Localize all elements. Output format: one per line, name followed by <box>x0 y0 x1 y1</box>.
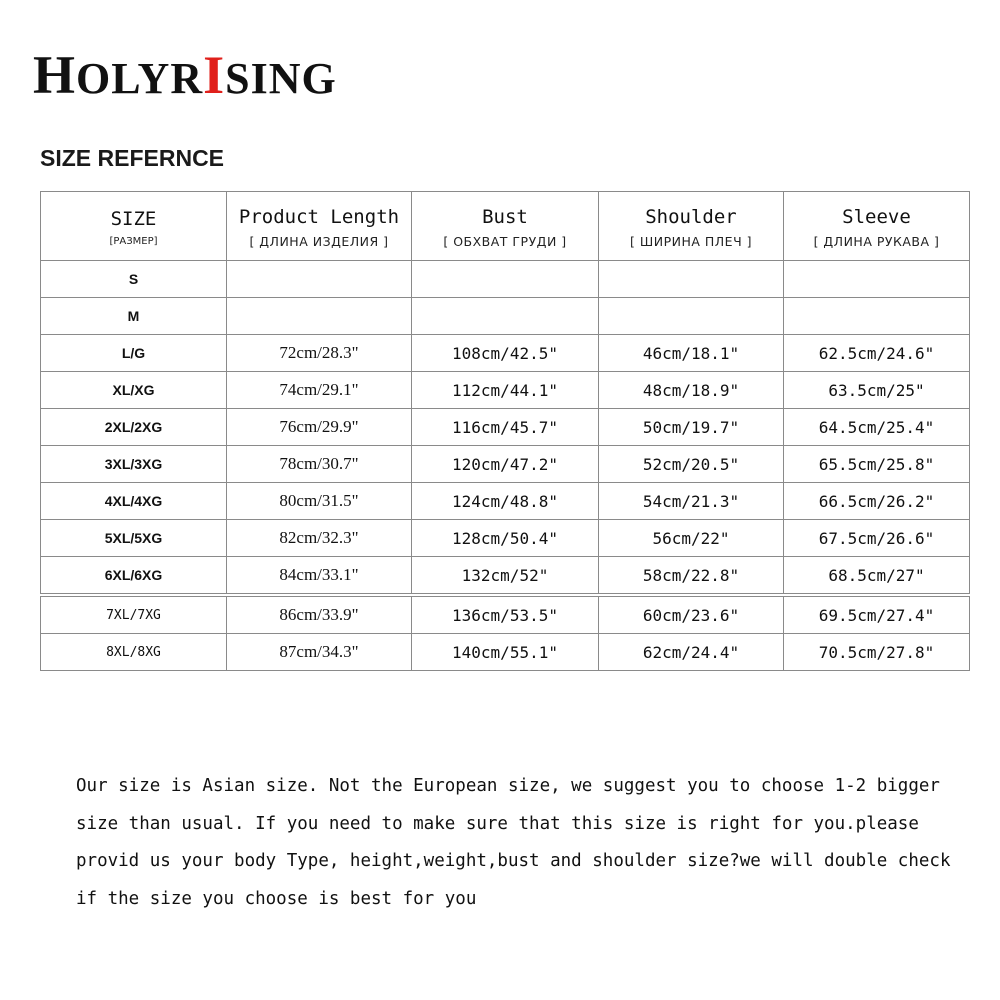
sleeve-cell: 62.5cm/24.6" <box>784 335 970 372</box>
shoulder-cell: 50cm/19.7" <box>599 409 784 446</box>
bust-cell <box>412 261 599 298</box>
header-sub: [ ШИРИНА ПЛЕЧ ] <box>630 233 752 249</box>
shoulder-cell: 54cm/21.3" <box>599 483 784 520</box>
sleeve-cell: 67.5cm/26.6" <box>784 520 970 557</box>
header-main: Product Length <box>238 205 400 228</box>
size-cell: 2XL/2XG <box>41 409 227 446</box>
bust-cell: 132cm/52" <box>412 557 599 596</box>
header-sub: [ ДЛИНА РУКАВА ] <box>813 233 940 249</box>
logo-letter-i: I <box>203 45 226 105</box>
shoulder-cell: 58cm/22.8" <box>599 557 784 596</box>
length-cell: 86cm/33.9" <box>227 595 412 634</box>
size-table <box>40 191 970 671</box>
header-main: Sleeve <box>842 205 911 228</box>
shoulder-cell: 52cm/20.5" <box>599 446 784 483</box>
shoulder-cell: 48cm/18.9" <box>599 372 784 409</box>
table-row <box>41 634 970 671</box>
logo-letter-h: H <box>33 45 77 105</box>
header-sub: [ ДЛИНА ИЗДЕЛИЯ ] <box>249 233 389 249</box>
length-cell: 80cm/31.5" <box>227 483 412 520</box>
size-cell: 7XL/7XG <box>41 595 227 634</box>
table-row <box>41 520 970 557</box>
note-line: if the size you choose is best for you <box>76 888 477 909</box>
length-cell: 72cm/28.3" <box>227 335 412 372</box>
size-cell: L/G <box>41 335 227 372</box>
sleeve-cell <box>784 298 970 335</box>
size-cell: 5XL/5XG <box>41 520 227 557</box>
sleeve-cell: 63.5cm/25" <box>784 372 970 409</box>
header-size <box>41 192 227 261</box>
note-line: Our size is Asian size. Not the European size, we suggest you to choose 1-2 bigger <box>76 776 940 796</box>
logo-text-olyr: OLYR <box>76 54 204 103</box>
size-cell: 3XL/3XG <box>41 446 227 483</box>
sleeve-cell: 65.5cm/25.8" <box>784 446 970 483</box>
table-row <box>41 409 970 446</box>
length-cell: 87cm/34.3" <box>227 634 412 671</box>
header-sub: [ ОБХВАТ ГРУДИ ] <box>443 233 567 249</box>
bust-cell: 116cm/45.7" <box>412 409 599 446</box>
table-row <box>41 595 970 634</box>
size-cell: XL/XG <box>41 372 227 409</box>
size-cell: S <box>41 261 227 298</box>
sleeve-cell: 69.5cm/27.4" <box>784 595 970 634</box>
table-row <box>41 557 970 596</box>
shoulder-cell: 46cm/18.1" <box>599 335 784 372</box>
shoulder-cell: 62cm/24.4" <box>599 634 784 671</box>
bust-cell: 136cm/53.5" <box>412 595 599 634</box>
bust-cell: 140cm/55.1" <box>412 634 599 671</box>
length-cell <box>227 298 412 335</box>
shoulder-cell <box>599 261 784 298</box>
bust-cell <box>412 298 599 335</box>
section-title: SIZE REFERNCE <box>40 145 225 171</box>
length-cell: 84cm/33.1" <box>227 557 412 596</box>
shoulder-cell <box>599 298 784 335</box>
bust-cell: 120cm/47.2" <box>412 446 599 483</box>
size-cell: 4XL/4XG <box>41 483 227 520</box>
bust-cell: 124cm/48.8" <box>412 483 599 520</box>
table-row <box>41 446 970 483</box>
shoulder-cell: 60cm/23.6" <box>599 595 784 634</box>
sleeve-cell: 64.5cm/25.4" <box>784 409 970 446</box>
brand-logo <box>33 45 337 105</box>
size-note <box>76 768 986 918</box>
table-row <box>41 372 970 409</box>
sleeve-cell <box>784 261 970 298</box>
sleeve-cell: 68.5cm/27" <box>784 557 970 596</box>
note-line: provid us your body Type, height,weight,bust and shoulder size?we will double check <box>76 851 951 871</box>
length-cell <box>227 261 412 298</box>
sleeve-cell: 66.5cm/26.2" <box>784 483 970 520</box>
bust-cell: 128cm/50.4" <box>412 520 599 557</box>
header-main: Shoulder <box>645 205 737 228</box>
logo-text-sing: SING <box>225 54 337 103</box>
header-bust <box>412 192 599 261</box>
length-cell: 82cm/32.3" <box>227 520 412 557</box>
size-cell: 6XL/6XG <box>41 557 227 596</box>
table-row <box>41 483 970 520</box>
table-row <box>41 335 970 372</box>
bust-cell: 108cm/42.5" <box>412 335 599 372</box>
note-line: size than usual. If you need to make sure that this size is right for you.please <box>76 813 919 834</box>
header-shoulder <box>599 192 784 261</box>
table-header-row <box>41 192 970 261</box>
length-cell: 74cm/29.1" <box>227 372 412 409</box>
shoulder-cell: 56cm/22" <box>599 520 784 557</box>
bust-cell: 112cm/44.1" <box>412 372 599 409</box>
table-row <box>41 261 970 298</box>
header-sub: [РАЗМЕР] <box>109 235 158 247</box>
header-sleeve <box>784 192 970 261</box>
table-row <box>41 298 970 335</box>
length-cell: 78cm/30.7" <box>227 446 412 483</box>
length-cell: 76cm/29.9" <box>227 409 412 446</box>
header-main: Bust <box>482 205 528 228</box>
size-cell: 8XL/8XG <box>41 634 227 671</box>
size-cell: M <box>41 298 227 335</box>
header-product-length <box>227 192 412 261</box>
sleeve-cell: 70.5cm/27.8" <box>784 634 970 671</box>
header-main: SIZE <box>110 207 157 230</box>
